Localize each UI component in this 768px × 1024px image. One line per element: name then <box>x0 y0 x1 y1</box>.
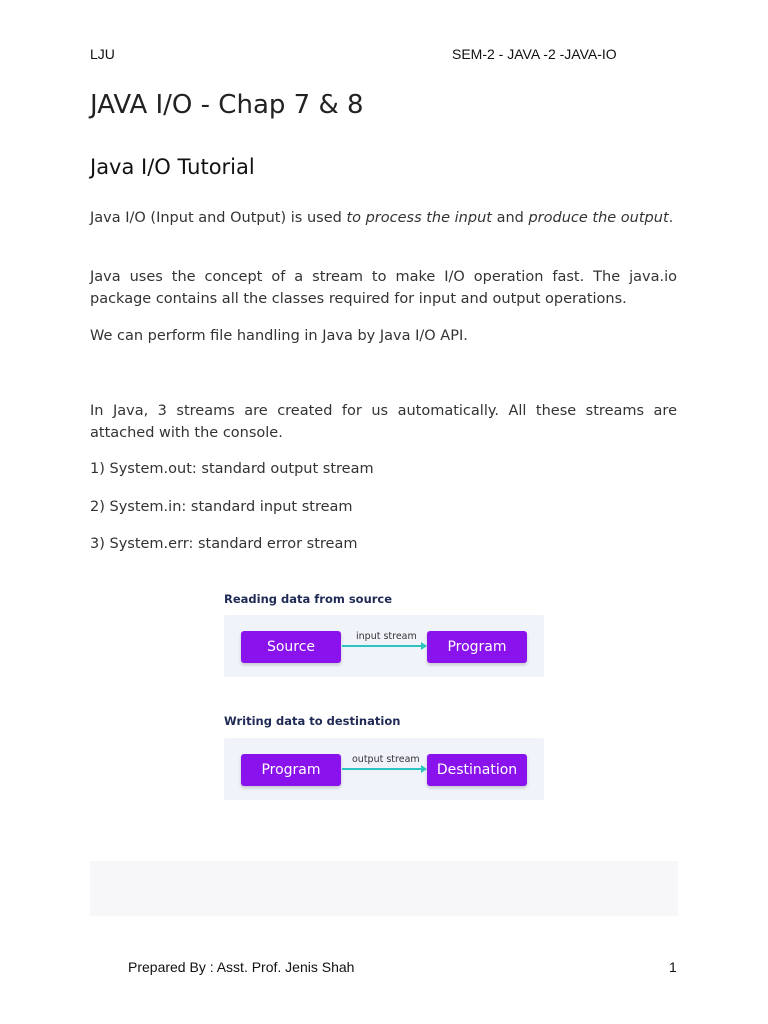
stream-concept-paragraph: Java uses the concept of a stream to make I/O operation fast. The java.io package contains all the classes required for input and output operations. <box>90 269 677 307</box>
program-box: Program <box>427 631 527 663</box>
header-left: LJU <box>90 46 115 62</box>
stream-item-err: 3) System.err: standard error stream <box>90 536 358 552</box>
stream-item-out: 1) System.out: standard output stream <box>90 461 374 477</box>
section-title: Java I/O Tutorial <box>90 155 255 179</box>
header-right: SEM-2 - JAVA -2 -JAVA-IO <box>452 46 617 62</box>
stream-item-in: 2) System.in: standard input stream <box>90 499 353 515</box>
intro-text-1: Java I/O (Input and Output) is used <box>90 210 347 226</box>
footer-author: Prepared By : Asst. Prof. Jenis Shah <box>128 959 355 975</box>
input-stream-arrow <box>342 645 422 647</box>
page-title: JAVA I/O - Chap 7 & 8 <box>90 90 364 120</box>
file-handling-paragraph: We can perform file handling in Java by Java I/O API. <box>90 328 468 344</box>
output-stream-arrow <box>342 768 422 770</box>
intro-paragraph <box>90 207 677 229</box>
input-stream-label: input stream <box>356 631 417 642</box>
page-number: 1 <box>669 959 677 975</box>
intro-emphasis-process: to process the input <box>346 210 492 226</box>
output-stream-label: output stream <box>352 754 420 765</box>
intro-emphasis-produce: produce the output <box>528 210 669 226</box>
intro-text-3: . <box>668 210 674 226</box>
source-box: Source <box>241 631 341 663</box>
reading-diagram <box>224 615 544 677</box>
streams-intro-paragraph: In Java, 3 streams are created for us automatically. All these streams are attached with the console. <box>90 403 677 441</box>
writing-diagram-title: Writing data to destination <box>224 714 401 728</box>
program-box: Program <box>241 754 341 786</box>
blank-content-block <box>90 861 678 916</box>
intro-text-2: and <box>491 210 529 226</box>
writing-diagram <box>224 738 544 800</box>
reading-diagram-title: Reading data from source <box>224 592 393 606</box>
destination-box: Destination <box>427 754 527 786</box>
